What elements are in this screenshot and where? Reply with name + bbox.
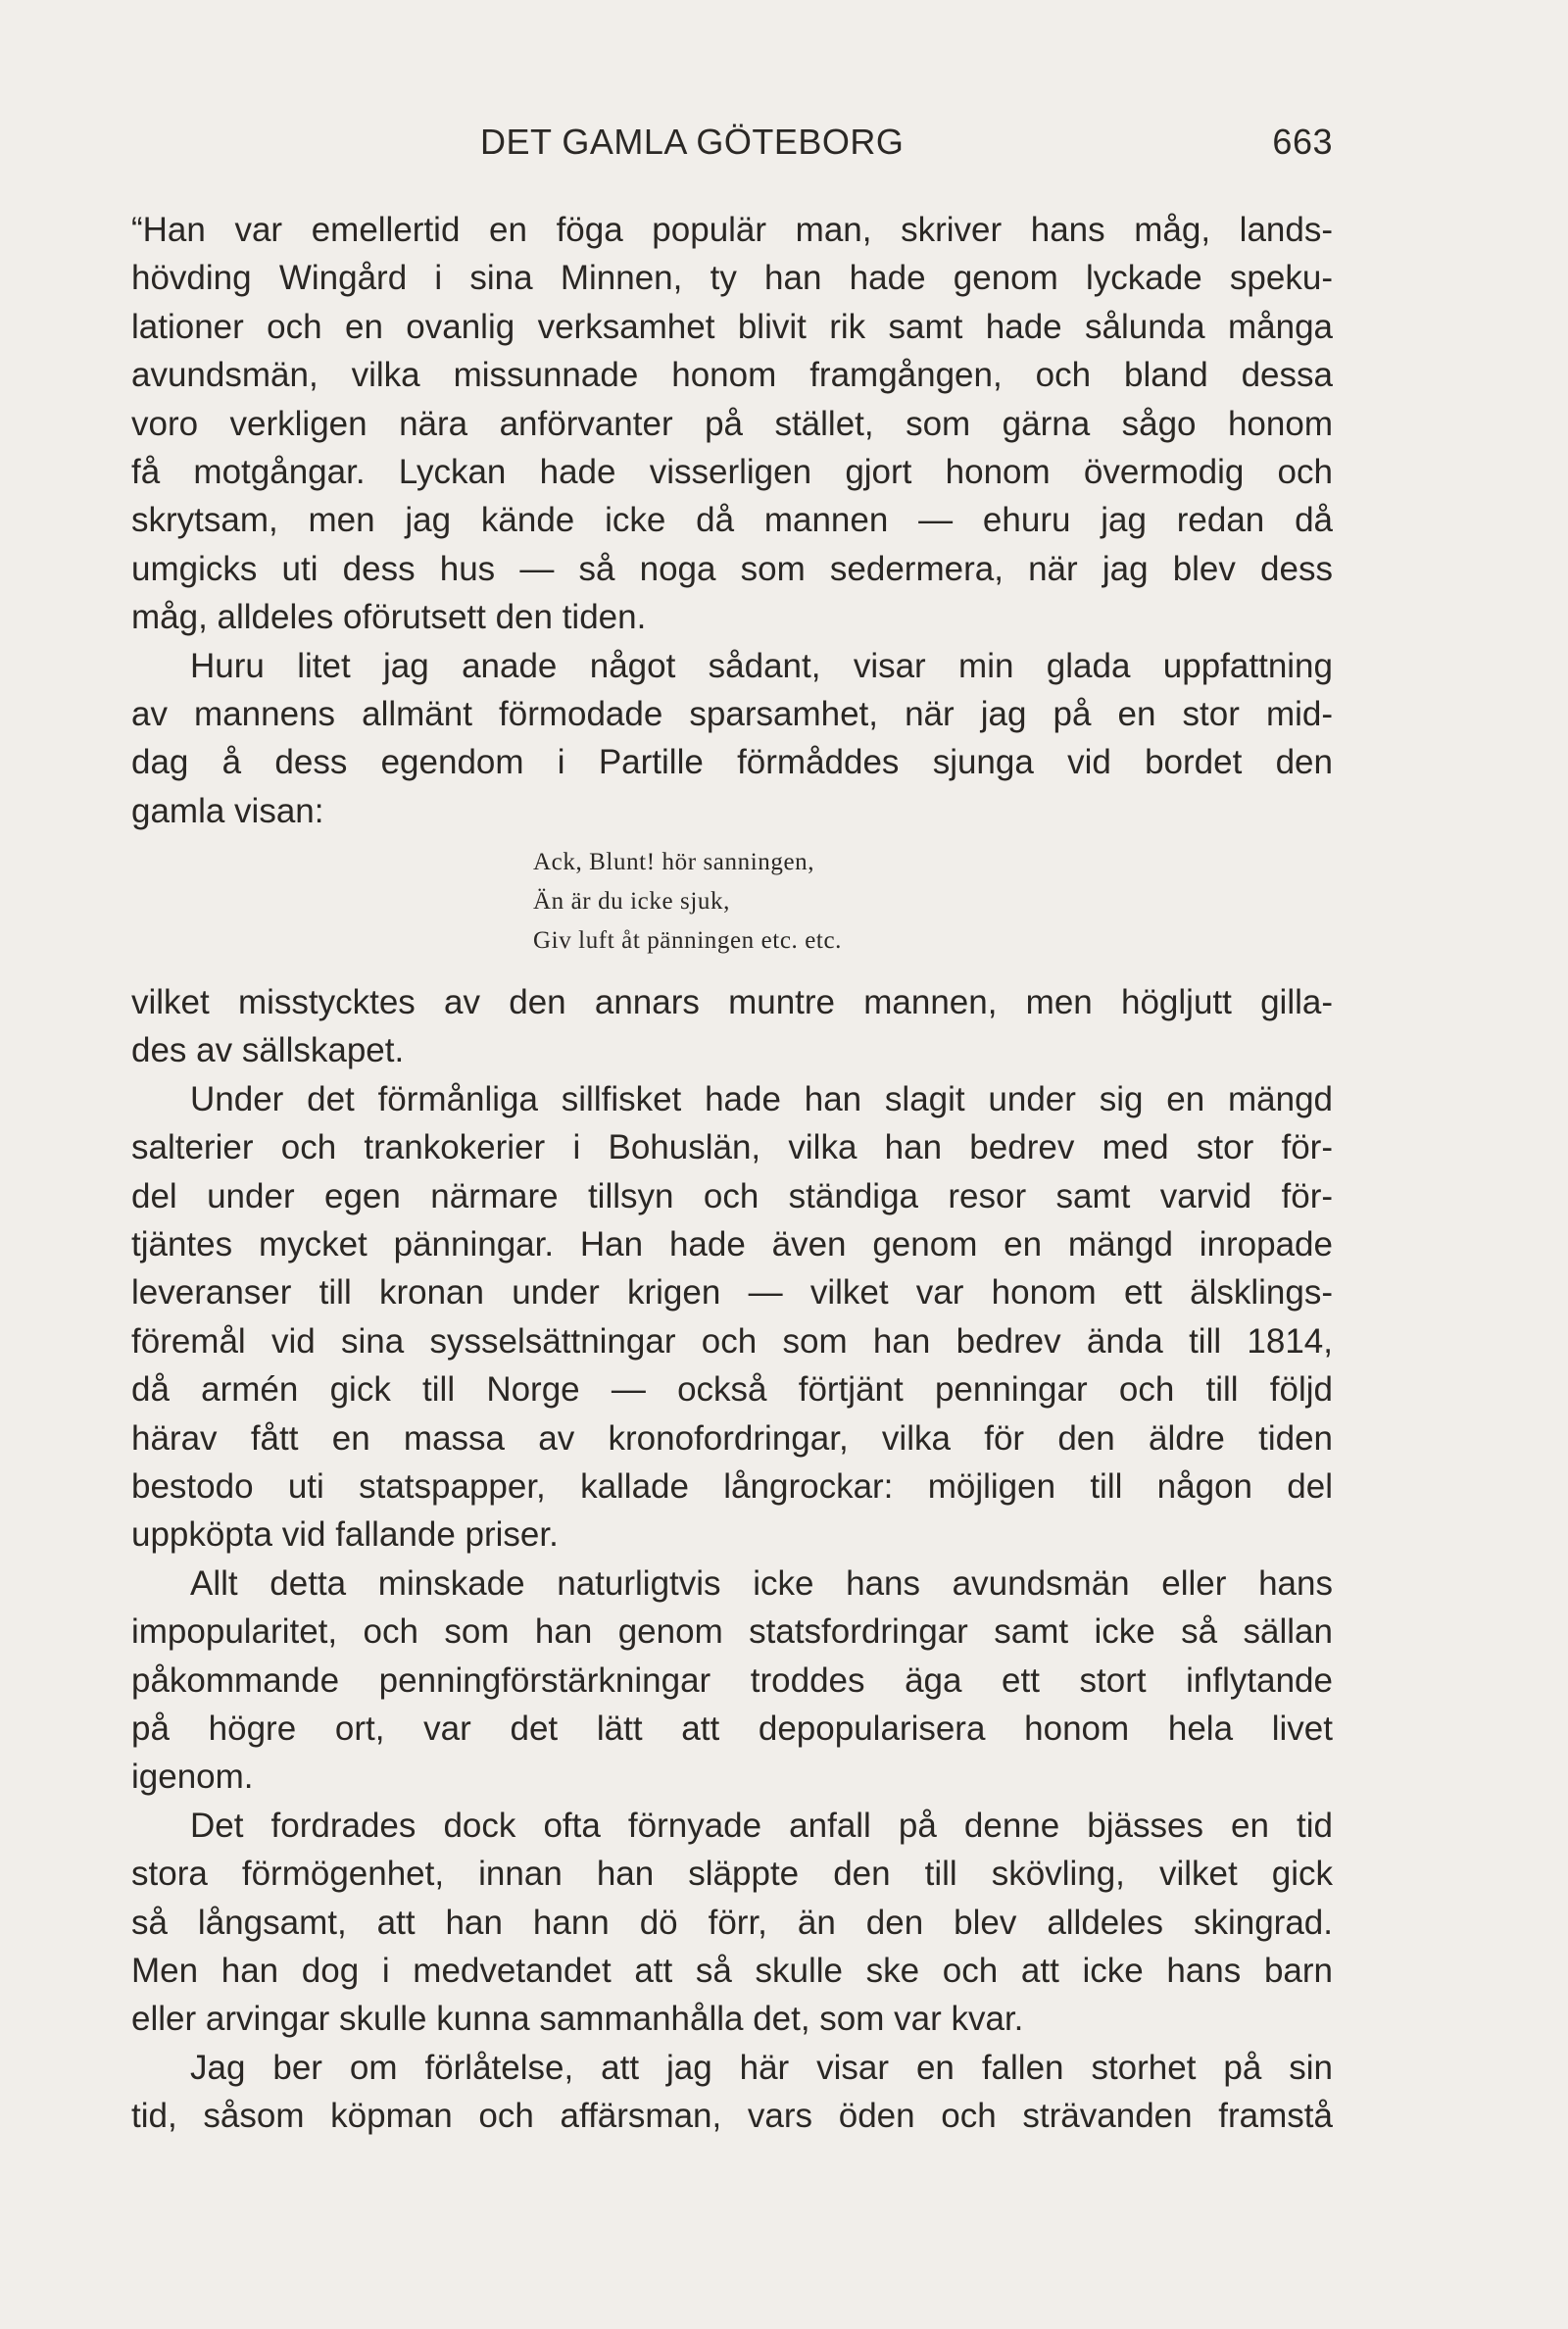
paragraph bbox=[131, 642, 1333, 836]
text-line: Det fordrades dock ofta förnyade anfall på denne bjässes en tid bbox=[190, 1806, 1333, 1845]
text-line: påkommande penningförstärkningar troddes äga ett stort inflytande bbox=[131, 1660, 1333, 1700]
text-line: härav fått en massa av kronofordringar, vilka för den äldre tiden bbox=[131, 1418, 1333, 1458]
verse-line: Än är du icke sjuk, bbox=[533, 888, 730, 916]
text-line: föremål vid sina sysselsättningar och som han bedrev ända till 1814, bbox=[131, 1321, 1333, 1361]
text-line: tid, såsom köpman och affärsman, vars öden och strävanden framstå bbox=[131, 2097, 1333, 2136]
page-number: 663 bbox=[1272, 122, 1333, 162]
text-line: stora förmögenhet, innan han släppte den till skövling, vilket gick bbox=[131, 1855, 1333, 1894]
text-line: voro verkligen nära anförvanter på stället, som gärna sågo honom bbox=[131, 404, 1333, 443]
text-line: få motgångar. Lyckan hade visserligen gjort honom övermodig och bbox=[131, 452, 1333, 491]
text-line: impopularitet, och som han genom statsfordringar samt icke så sällan bbox=[131, 1612, 1333, 1652]
verse-line: Ack, Blunt! hör sanningen, bbox=[533, 849, 815, 876]
text-line: tjäntes mycket pänningar. Han hade även genom en mängd inropade bbox=[131, 1225, 1333, 1264]
text-line: avundsmän, vilka missunnade honom framgången, och bland dessa bbox=[131, 356, 1333, 395]
text-line: uppköpta vid fallande priser. bbox=[131, 1515, 559, 1555]
running-title: DET GAMLA GÖTEBORG bbox=[480, 122, 905, 162]
text-line: skrytsam, men jag kände icke då mannen — ehuru jag redan då bbox=[131, 501, 1333, 540]
text-line: del under egen närmare tillsyn och ständiga resor samt varvid för- bbox=[131, 1176, 1333, 1215]
text-line: gamla visan: bbox=[131, 791, 324, 830]
text-line: salterier och trankokerier i Bohuslän, vilka han bedrev med stor för- bbox=[131, 1128, 1333, 1167]
text-line: Jag ber om förlåtelse, att jag här visar en fallen storhet på sin bbox=[190, 2048, 1333, 2087]
paragraph bbox=[131, 1075, 1333, 1560]
text-line: igenom. bbox=[131, 1758, 254, 1797]
running-head bbox=[131, 122, 1333, 173]
text-line: så långsamt, att han hann dö förr, än den blev alldeles skingrad. bbox=[131, 1903, 1333, 1942]
text-line: eller arvingar skulle kunna sammanhålla det, som var kvar. bbox=[131, 2000, 1024, 2039]
paragraph bbox=[131, 2044, 1333, 2141]
text-line: Huru litet jag anade något sådant, visar min glada uppfattning bbox=[190, 646, 1333, 685]
text-line: måg, alldeles oförutsett den tiden. bbox=[131, 598, 647, 637]
paragraph bbox=[131, 1560, 1333, 1802]
text-line: hövding Wingård i sina Minnen, ty han hade genom lyckade speku- bbox=[131, 259, 1333, 298]
body-text bbox=[131, 206, 1333, 2140]
text-line: “Han var emellertid en föga populär man, skriver hans måg, lands- bbox=[131, 211, 1333, 249]
text-line: dag å dess egendom i Partille förmåddes sjunga vid bordet den bbox=[131, 743, 1333, 782]
text-line: umgicks uti dess hus — så noga som sedermera, när jag blev dess bbox=[131, 549, 1333, 588]
verse-quote bbox=[533, 843, 1333, 961]
paragraph bbox=[131, 1802, 1333, 2044]
text-line: Men han dog i medvetandet att så skulle ske och att icke hans barn bbox=[131, 1951, 1333, 1990]
paragraph bbox=[131, 206, 1333, 642]
text-line: lationer och en ovanlig verksamhet blivit rik samt hade sålunda många bbox=[131, 307, 1333, 346]
text-line: Under det förmånliga sillfisket hade han slagit under sig en mängd bbox=[190, 1079, 1333, 1118]
text-line: des av sällskapet. bbox=[131, 1031, 405, 1070]
paragraph bbox=[131, 978, 1333, 1075]
text-line: vilket misstycktes av den annars muntre mannen, men högljutt gilla- bbox=[131, 983, 1333, 1022]
text-line: leveranser till kronan under krigen — vilket var honom ett älsklings- bbox=[131, 1273, 1333, 1313]
text-line: av mannens allmänt förmodade sparsamhet, när jag på en stor mid- bbox=[131, 694, 1333, 733]
verse-line: Giv luft åt pänningen etc. etc. bbox=[533, 927, 843, 955]
text-line: bestodo uti statspapper, kallade långrockar: möjligen till någon del bbox=[131, 1466, 1333, 1506]
text-line: Allt detta minskade naturligtvis icke hans avundsmän eller hans bbox=[190, 1563, 1333, 1603]
text-line: på högre ort, var det lätt att depopularisera honom hela livet bbox=[131, 1709, 1333, 1748]
text-line: då armén gick till Norge — också förtjänt penningar och till följd bbox=[131, 1370, 1333, 1410]
